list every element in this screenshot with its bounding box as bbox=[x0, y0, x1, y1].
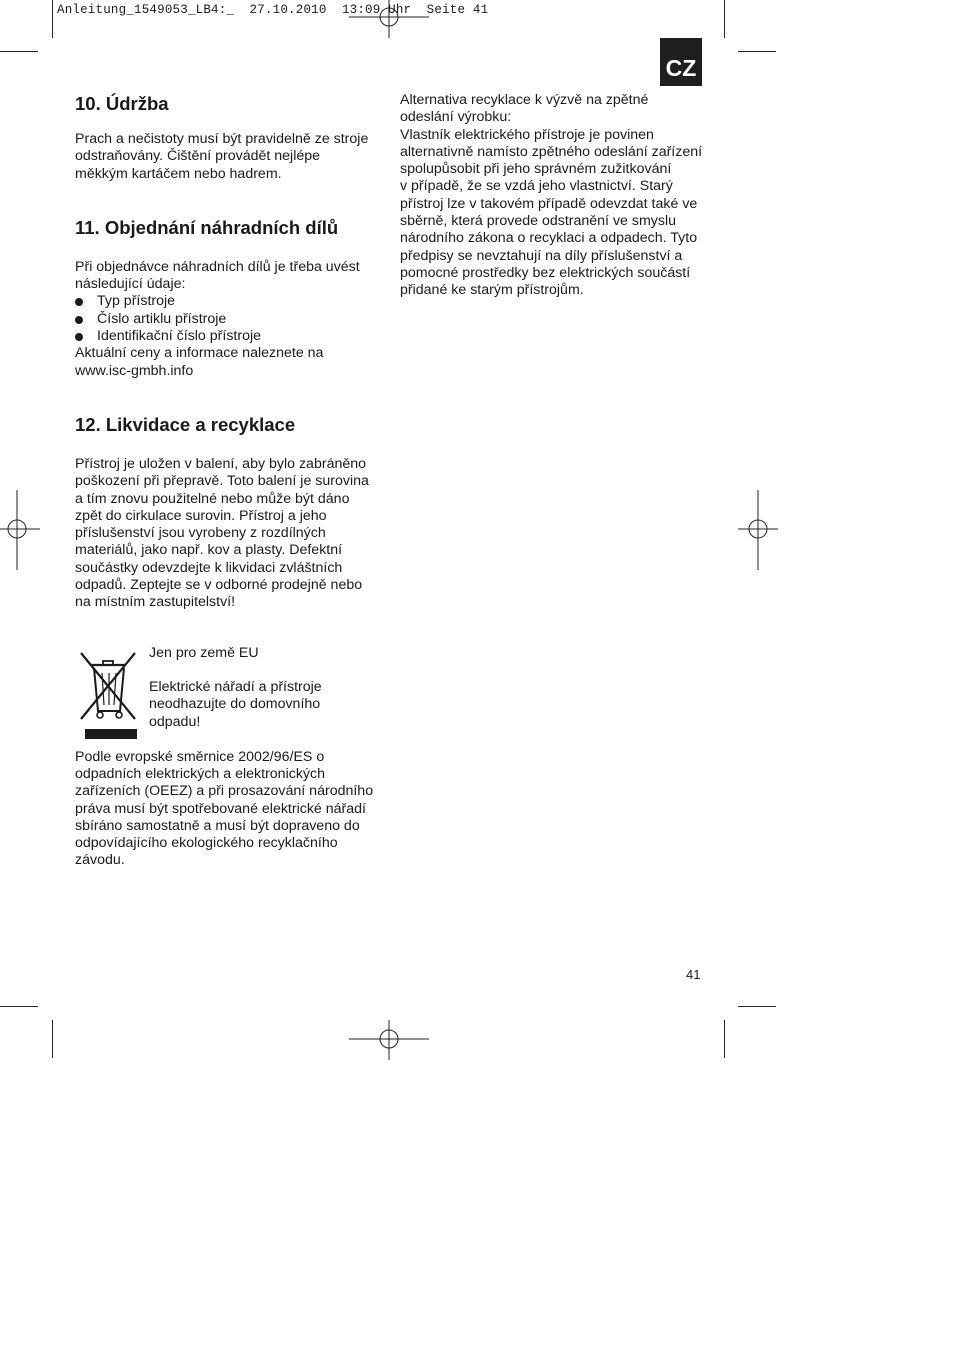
text-line: zařízeních (OEEZ) a při prosazování národního bbox=[75, 783, 374, 800]
recycling-alternative-paragraph bbox=[400, 92, 705, 300]
page-number: 41 bbox=[686, 967, 701, 982]
text-line: Při objednávce náhradních dílů je třeba uvést bbox=[75, 258, 360, 275]
text-line: a tím znovu použitelné nebo může být dáno bbox=[75, 490, 350, 507]
language-badge: CZ bbox=[660, 38, 702, 86]
weee-text bbox=[149, 645, 379, 731]
section-heading-maintenance: 10. Údržba bbox=[75, 93, 169, 114]
list-item bbox=[75, 311, 375, 328]
bullet-icon bbox=[75, 298, 83, 306]
text-line: v případě, že se vzdá jeho vlastnictví. Starý bbox=[400, 178, 673, 195]
text-line: odstraňovány. Čištění provádět nejlépe bbox=[75, 148, 321, 165]
bullet-icon bbox=[75, 316, 83, 324]
text-line: Podle evropské směrnice 2002/96/ES o bbox=[75, 748, 325, 765]
registration-mark-top bbox=[349, 0, 429, 38]
crop-mark bbox=[52, 0, 53, 38]
text-line: práva musí být spotřebované elektrické nářadí bbox=[75, 800, 366, 817]
text-line: předpisy se nevztahují na díly příslušenství a bbox=[400, 247, 683, 264]
text-line: na místním zastupitelství! bbox=[75, 594, 236, 611]
section-heading-spare-parts: 11. Objednání náhradních dílů bbox=[75, 216, 339, 238]
maintenance-paragraph bbox=[75, 131, 375, 183]
text-line: odpadů. Zeptejte se v odborné prodejně nebo bbox=[75, 577, 363, 594]
registration-mark-left bbox=[0, 490, 40, 570]
crop-mark bbox=[0, 51, 38, 52]
list-item-label: Číslo artiklu přístroje bbox=[97, 310, 227, 327]
crop-mark bbox=[52, 1020, 53, 1058]
text-line: Přístroj je uložen v balení, aby bylo zabráněno bbox=[75, 455, 367, 472]
eu-only-note: Jen pro země EU bbox=[149, 644, 259, 661]
crop-mark bbox=[724, 0, 725, 38]
text-line: sbíráno samostatně a musí být dopraveno do bbox=[75, 817, 360, 834]
text-line: součástky odevzdejte k likvidaci zvláštních bbox=[75, 559, 343, 576]
text-line: Vlastník elektrického přístroje je povinen bbox=[400, 126, 654, 143]
crop-mark bbox=[738, 1006, 776, 1007]
directive-paragraph bbox=[75, 749, 375, 870]
text-line: přístroj lze v takovém případě odevzdat také ve bbox=[400, 195, 698, 212]
weee-notice bbox=[75, 645, 375, 749]
text-line: Elektrické nářadí a přístroje bbox=[149, 678, 322, 695]
right-column bbox=[400, 92, 705, 300]
text-line: závodu. bbox=[75, 852, 125, 869]
crop-mark bbox=[0, 1006, 38, 1007]
text-line: národního zákona o recyklaci a odpadech. Tyto bbox=[400, 230, 698, 247]
text-line: alternativně namísto zpětného odeslání zařízení bbox=[400, 143, 703, 160]
disposal-paragraph bbox=[75, 456, 375, 612]
text-line: sběrně, která provede odstranění ve smyslu bbox=[400, 213, 677, 230]
crop-mark bbox=[738, 51, 776, 52]
text-line: měkkým kartáčem nebo hadrem. bbox=[75, 165, 282, 182]
text-line: následující údaje: bbox=[75, 276, 186, 293]
text-line: Aktuální ceny a informace naleznete na bbox=[75, 345, 324, 362]
text-line: materiálů, jako např. kov a plasty. Defektní bbox=[75, 542, 343, 559]
spare-parts-paragraph bbox=[75, 259, 375, 380]
bullet-icon bbox=[75, 333, 83, 341]
text-line: odpadních elektrických a elektronických bbox=[75, 765, 325, 782]
text-line: pomocné prostředky bez elektrických součástí bbox=[400, 264, 691, 281]
text-line: spolupůsobit při jeho správném zužitkování bbox=[400, 161, 672, 178]
left-column bbox=[75, 92, 375, 870]
text-line: Prach a nečistoty musí být pravidelně ze stroje bbox=[75, 131, 369, 147]
text-line: příslušenství jsou vyrobeny z rozdílných bbox=[75, 525, 326, 542]
list-item bbox=[75, 293, 375, 310]
print-slug: Anleitung_1549053_LB4:_ 27.10.2010 13:09 Uhr Seite 41 bbox=[57, 3, 489, 17]
spare-parts-list bbox=[75, 293, 375, 345]
registration-mark-bottom bbox=[349, 1020, 429, 1060]
crop-mark bbox=[724, 1020, 725, 1058]
website-text: www.isc-gmbh.info bbox=[75, 362, 194, 379]
crossed-out-wheelie-bin-icon bbox=[79, 651, 139, 745]
list-item-label: Typ přístroje bbox=[97, 293, 176, 310]
text-line: odpovídajícího ekologického recyklačního bbox=[75, 835, 338, 852]
list-item-label: Identifikační číslo přístroje bbox=[97, 328, 262, 345]
list-item bbox=[75, 328, 375, 345]
text-line: odpadu! bbox=[149, 713, 201, 730]
registration-mark-right bbox=[738, 490, 778, 570]
text-line: poškození při přepravě. Toto balení je surovina bbox=[75, 473, 369, 490]
text-line: odeslání výrobku: bbox=[400, 109, 512, 126]
text-line: Alternativa recyklace k výzvě na zpětné bbox=[400, 92, 649, 108]
section-heading-disposal: 12. Likvidace a recyklace bbox=[75, 413, 296, 435]
text-line: zpět do cirkulace surovin. Přístroj a jeho bbox=[75, 507, 327, 524]
text-line: přidané ke starým přístrojům. bbox=[400, 282, 584, 299]
text-line: neodhazujte do domovního bbox=[149, 696, 321, 713]
